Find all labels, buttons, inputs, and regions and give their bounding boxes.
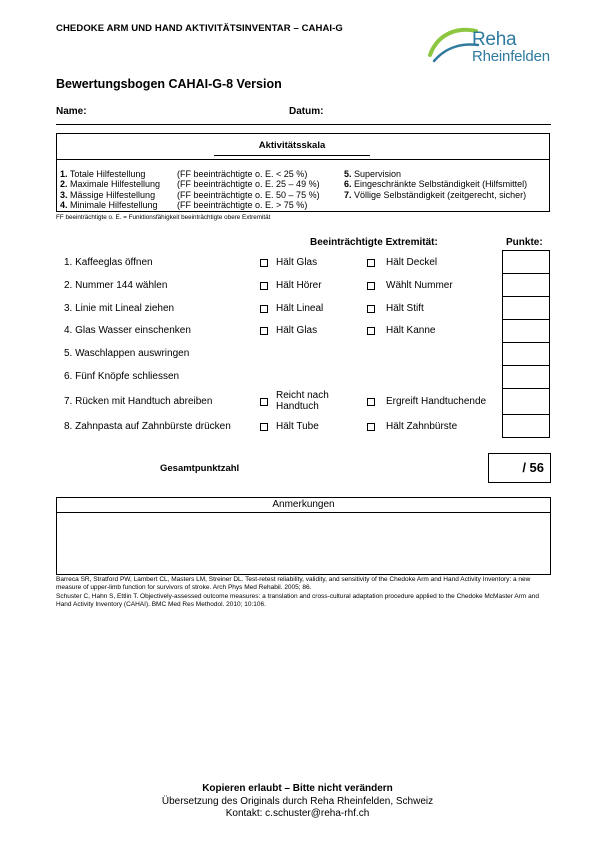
scale-item-3-detail: (FF beeinträchtigte o. E. 50 – 75 %) [177, 190, 320, 200]
abbreviation-note: FF beeinträchtigte o. E. = Funktionsfähigkeit beeinträchtigte obere Extremität [56, 214, 271, 221]
scale-item-7: 7. Völlige Selbständigkeit (zeitgerecht, sicher) [344, 190, 527, 200]
task-1-points-box[interactable] [502, 250, 550, 274]
activity-scale-title-underline [214, 155, 370, 156]
task-8-opt2-checkbox[interactable] [367, 423, 375, 431]
task-4-opt1-checkbox[interactable] [260, 327, 268, 335]
reference-1: Barreca SR, Stratford PW, Lambert CL, Masters LM, Streiner DL. Test-retest reliability, validity, and sensitivity of the Chedoke Arm and Hand Activity Inventory: a new measure of upper-limb function for survivors of stroke. Arch Phys Med Rehabil. 2005; 86. [56, 576, 531, 592]
task-8-opt1-checkbox[interactable] [260, 423, 268, 431]
total-score-label: Gesamtpunktzahl [160, 463, 240, 474]
scale-item-5: 5. Supervision [344, 169, 402, 179]
task-2-opt1-checkbox[interactable] [260, 282, 268, 290]
scale-item-1-detail: (FF beeinträchtigte o. E. < 25 %) [177, 169, 308, 179]
notes-title: Anmerkungen [272, 499, 335, 510]
scale-item-2-detail: (FF beeinträchtigte o. E. 25 – 49 %) [177, 179, 320, 189]
task-8-opt1-label: Hält Tube [276, 421, 319, 432]
task-5-label: 5. Waschlappen auswringen [64, 348, 190, 359]
name-label: Name: [56, 106, 87, 117]
scale-item-6: 6. Eingeschränkte Selbständigkeit (Hilfsmittel) [344, 179, 528, 189]
task-7-opt1-label: Reicht nach Handtuch [276, 390, 329, 412]
task-1-opt1-checkbox[interactable] [260, 259, 268, 267]
task-3-label: 3. Linie mit Lineal ziehen [64, 303, 175, 314]
task-7-label: 7. Rücken mit Handtuch abreiben [64, 396, 213, 407]
task-4-opt2-checkbox[interactable] [367, 327, 375, 335]
activity-scale-separator [57, 159, 549, 160]
task-4-label: 4. Glas Wasser einschenken [64, 325, 191, 336]
date-label: Datum: [289, 106, 324, 117]
extremity-column-header: Beeinträchtigte Extremität: [310, 237, 438, 248]
task-8-label: 8. Zahnpasta auf Zahnbürste drücken [64, 421, 231, 432]
logo-text-reha: Reha [472, 29, 517, 50]
reha-rheinfelden-logo [428, 25, 558, 67]
scale-item-4-detail: (FF beeinträchtigte o. E. > 75 %) [177, 200, 308, 210]
name-date-rule [56, 124, 551, 125]
footer-translation-note: Übersetzung des Originals durch Reha Rheinfelden, Schweiz [161, 796, 434, 807]
scale-item-2: 2. Maximale Hilfestellung [60, 179, 161, 189]
page-title: Bewertungsbogen CAHAI-G-8 Version [56, 77, 282, 91]
points-column-header: Punkte: [506, 237, 543, 248]
task-3-points-box[interactable] [502, 296, 550, 320]
scale-item-3: 3. Mässige Hilfestellung [60, 190, 156, 200]
task-6-points-box[interactable] [502, 365, 550, 389]
form-header-title: CHEDOKE ARM UND HAND AKTIVITÄTSINVENTAR – CAHAI-G [56, 23, 343, 34]
task-2-opt2-checkbox[interactable] [367, 282, 375, 290]
task-7-points-box[interactable] [502, 388, 550, 415]
task-2-opt2-label: Wählt Nummer [386, 280, 453, 291]
task-2-opt1-label: Hält Hörer [276, 280, 322, 291]
task-3-opt1-label: Hält Lineal [276, 303, 324, 314]
task-4-opt2-label: Hält Kanne [386, 325, 436, 336]
activity-scale-title: Aktivitätsskala [258, 140, 326, 151]
task-8-points-box[interactable] [502, 414, 550, 438]
activity-scale-box [56, 133, 550, 212]
total-score-box[interactable] [488, 453, 551, 483]
task-4-points-box[interactable] [502, 319, 550, 343]
notes-box[interactable] [56, 497, 551, 575]
task-7-opt2-checkbox[interactable] [367, 398, 375, 406]
footer-copy-note: Kopieren erlaubt – Bitte nicht verändern [202, 783, 393, 794]
scale-item-4: 4. Minimale Hilfestellung [60, 200, 158, 210]
task-1-opt2-label: Hält Deckel [386, 257, 438, 268]
task-4-opt1-label: Hält Glas [276, 325, 318, 336]
logo-text-rheinfelden: Rheinfelden [472, 48, 550, 65]
total-score-max: / 56 [522, 460, 544, 475]
task-5-points-box[interactable] [502, 342, 550, 366]
task-1-label: 1. Kaffeeglas öffnen [64, 257, 153, 268]
task-7-opt2-label: Ergreift Handtuchende [386, 396, 487, 407]
task-7-opt1-checkbox[interactable] [260, 398, 268, 406]
task-2-points-box[interactable] [502, 273, 550, 297]
task-3-opt2-label: Hält Stift [386, 303, 424, 314]
scale-item-1: 1. Totale Hilfestellung [60, 169, 146, 179]
task-6-label: 6. Fünf Knöpfe schliessen [64, 371, 180, 382]
footer-contact: Kontakt: c.schuster@reha-rhf.ch [225, 808, 370, 819]
notes-title-separator [57, 512, 550, 513]
task-1-opt1-label: Hält Glas [276, 257, 318, 268]
task-8-opt2-label: Hält Zahnbürste [386, 421, 458, 432]
reference-2: Schuster C, Hahn S, Ettlin T. Objectively-assessed outcome measures: a translation and cross-cultural adaptation procedure applied to the Chedoke McMaster Arm and Hand Activity Inventory (CAHAI). BMC Med Res Methodol. 2010; 10:106. [56, 593, 539, 609]
task-2-label: 2. Nummer 144 wählen [64, 280, 168, 291]
task-3-opt1-checkbox[interactable] [260, 305, 268, 313]
task-3-opt2-checkbox[interactable] [367, 305, 375, 313]
task-1-opt2-checkbox[interactable] [367, 259, 375, 267]
